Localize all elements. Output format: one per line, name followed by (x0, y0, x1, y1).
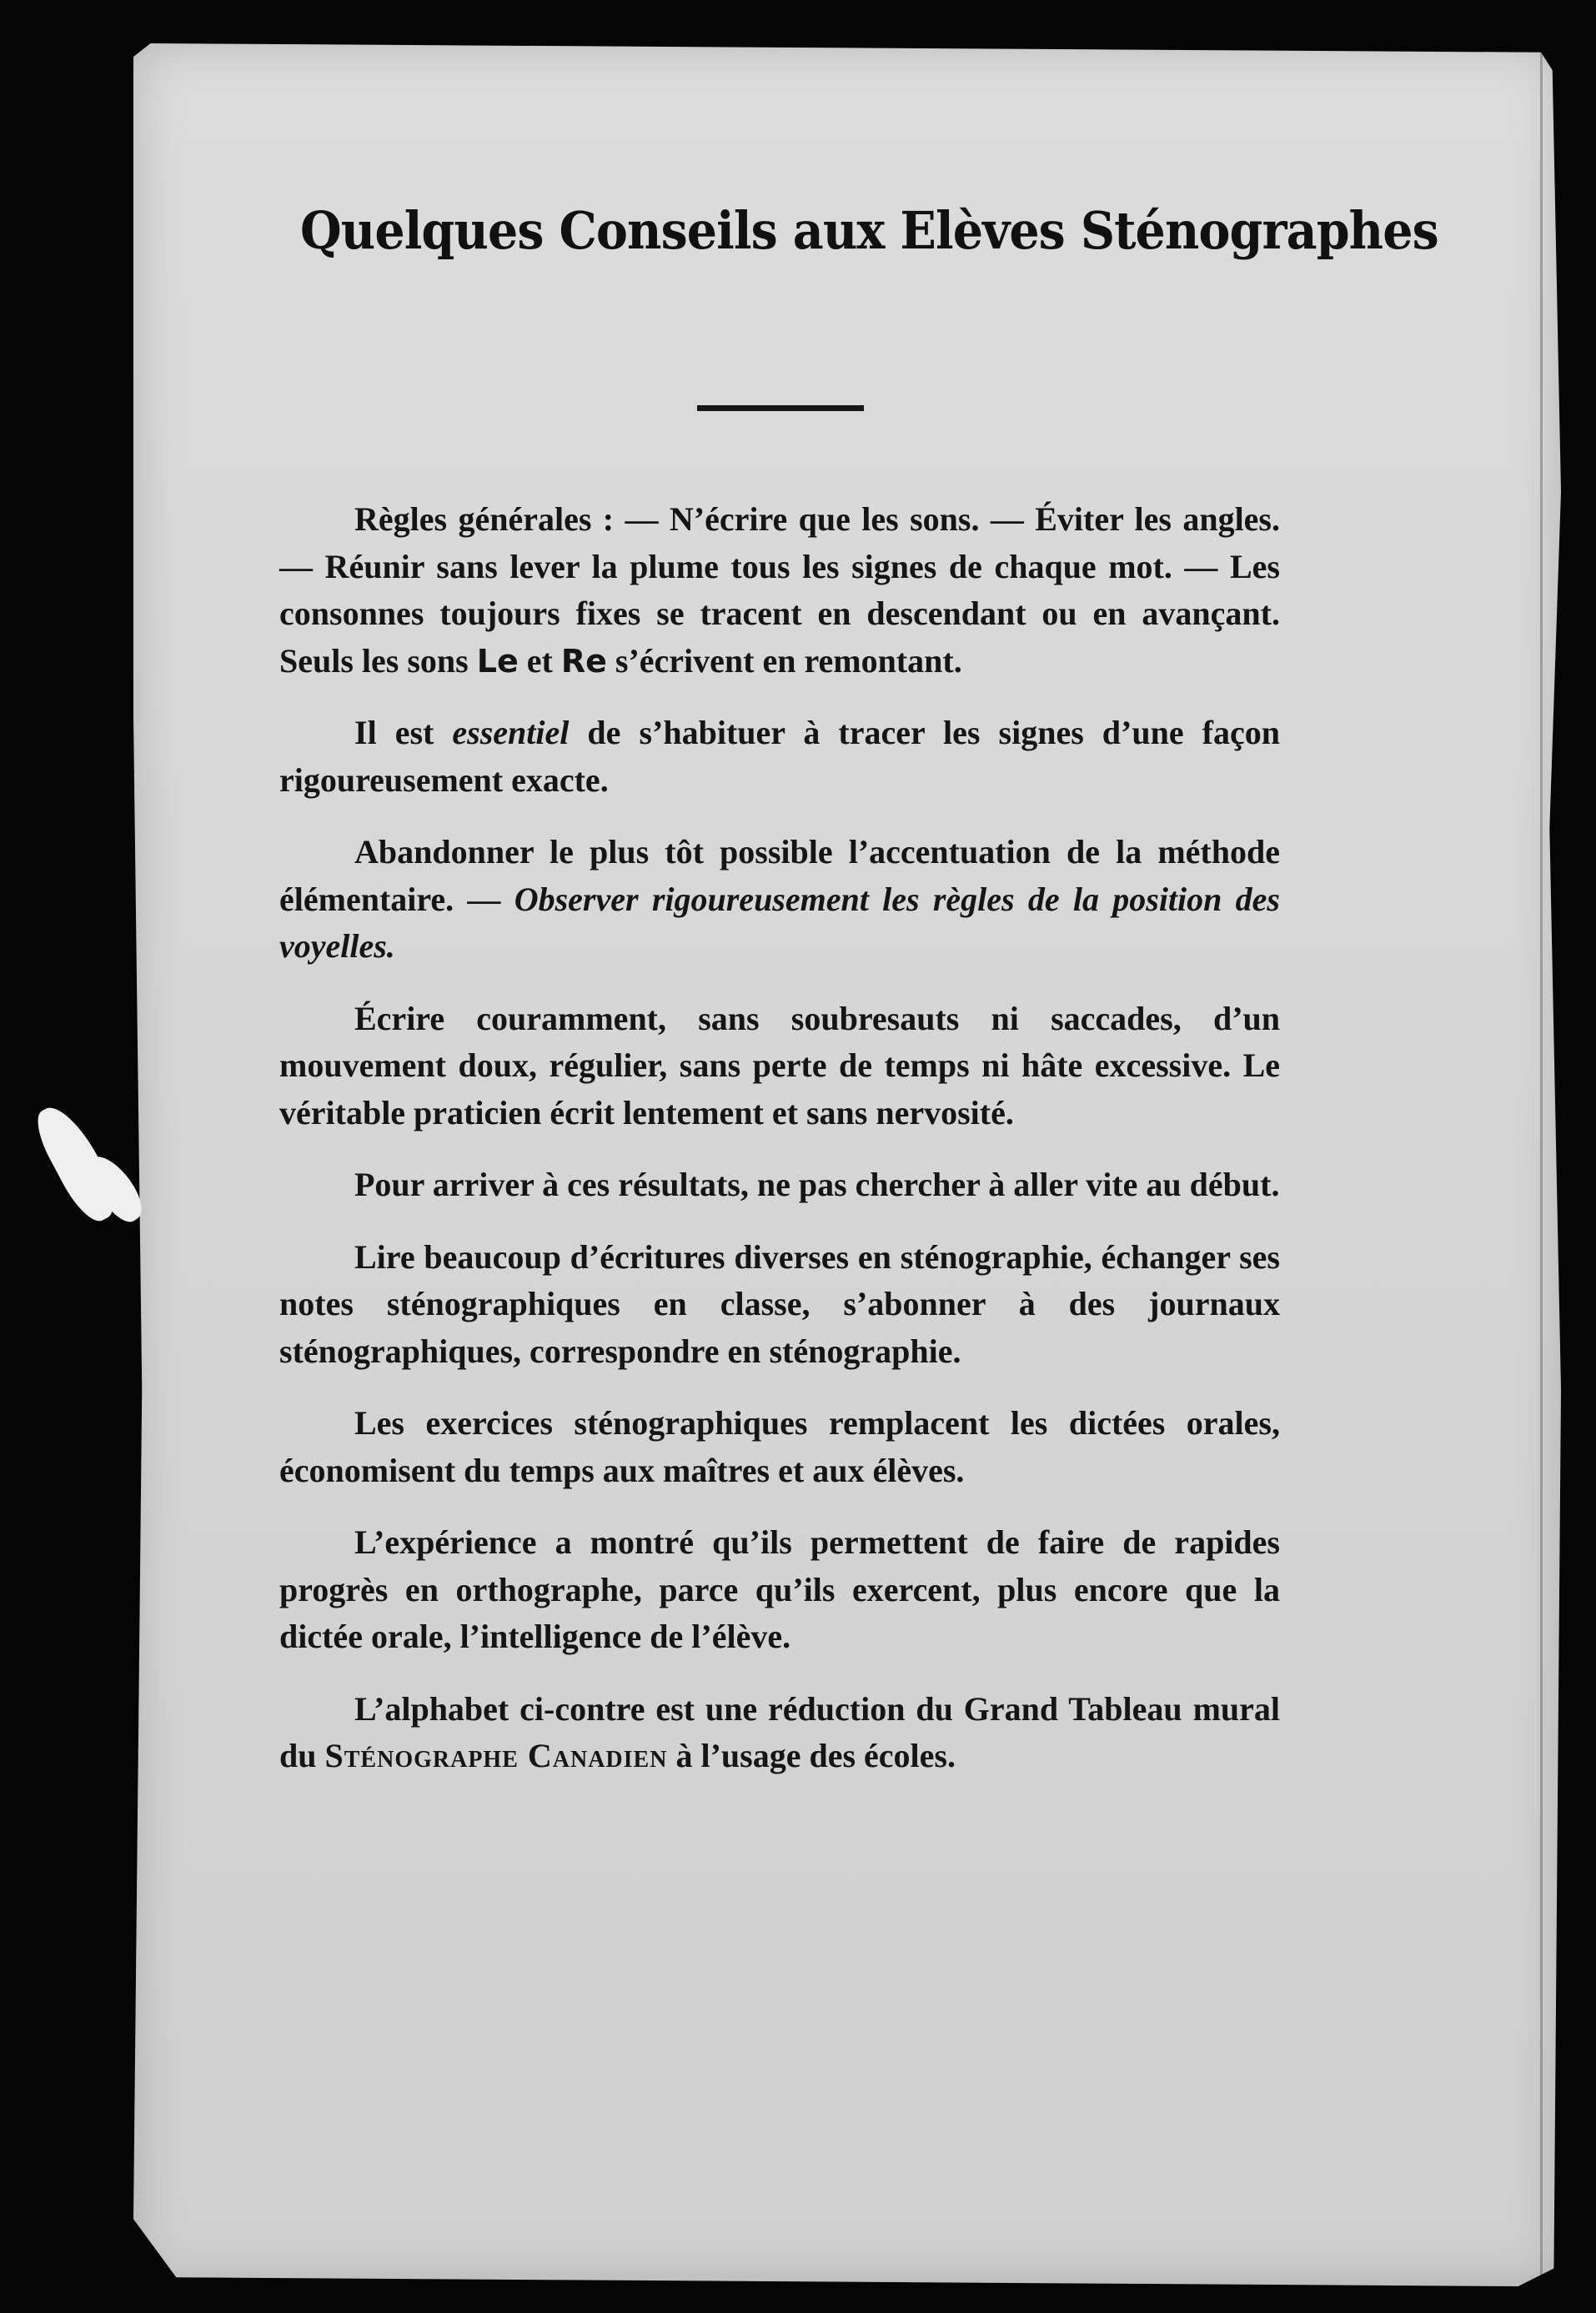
accentuation-emphasis: Observer rigoureusement les règles de la position des voyelles. (279, 880, 1280, 965)
paragraph-general-rules (279, 496, 1280, 685)
document-body (279, 496, 1280, 1805)
title-rule (697, 405, 864, 411)
essential-emphasis: essentiel (452, 714, 570, 751)
alphabet-before: L’alphabet ci-contre est une réduction du Grand Tableau mural du (279, 1689, 1280, 1774)
sound-le: Le (476, 642, 519, 680)
essential-after: de s’habituer à tracer les signes d’une façon rigoureusement exacte. (279, 714, 1280, 799)
general-rules-heading: Règles générales : (354, 500, 615, 538)
paragraph-writing: Écrire couramment, sans soubresauts ni saccades, d’un mouvement doux, régulier, sans perte de temps ni hâte excessive. Le véritable praticien écrit lentement et sans nervosité. (279, 999, 1280, 1131)
essential-before: Il est (354, 714, 453, 751)
conjunction: et (518, 641, 561, 680)
paragraph-reading: Lire beaucoup d’écritures diverses en sténographie, échanger ses notes sténographiques en classe, s’abonner à des journaux sténographiques, correspondre en sténographie. (279, 1237, 1280, 1370)
paragraph-accentuation (279, 829, 1280, 971)
publication-name: Sténographe Canadien (324, 1737, 668, 1774)
paragraph-exercises: Les exercices sténographiques remplacent les dictées orales, économisent du temps aux maîtres et aux élèves. (279, 1404, 1280, 1489)
paragraph-essential (279, 710, 1280, 804)
page-fold-shadow (1540, 43, 1543, 2286)
alphabet-after: à l’usage des écoles. (667, 1737, 956, 1774)
page-title: Quelques Conseils aux Elèves Sténographes (300, 200, 1438, 261)
sound-re: Re (560, 642, 607, 680)
accentuation-text: Abandonner le plus tôt possible l’accentuation de la méthode élémentaire. — (279, 833, 1280, 918)
paragraph-results: Pour arriver à ces résultats, ne pas chercher à aller vite au début. (354, 1166, 1280, 1203)
paragraph-alphabet (279, 1686, 1280, 1780)
paragraph-experience: L’expérience a montré qu’ils permettent de faire de rapides progrès en orthographe, parce qu’ils exercent, plus encore que la dictée orale, l’intelligence de l’élève. (279, 1523, 1280, 1655)
general-rules-text: — N’écrire que les sons. — Éviter les angles. — Réunir sans lever la plume tous les signes de chaque mot. — Les consonnes toujours fixes se tracent en descendant ou en avançant. Seuls les sons (279, 500, 1280, 680)
general-rules-end: s’écrivent en remontant. (606, 641, 962, 680)
